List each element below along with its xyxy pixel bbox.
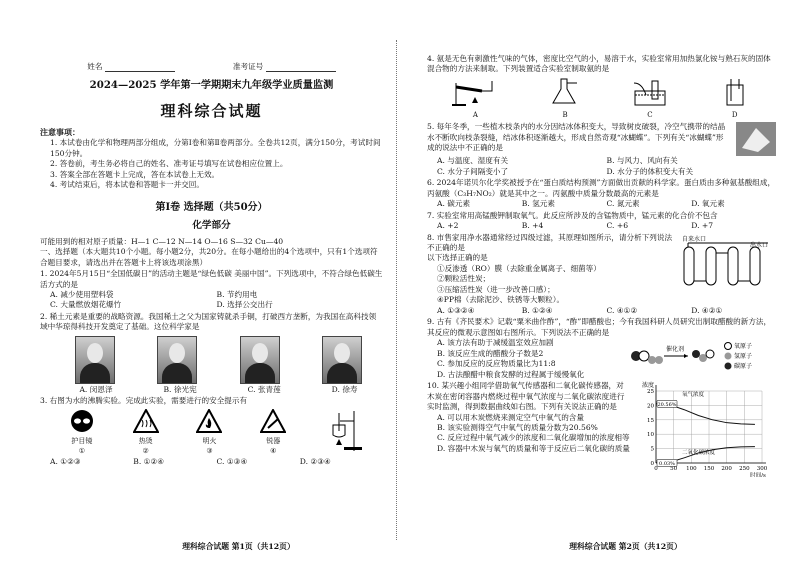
- safety-sign: [69, 409, 95, 456]
- q5-option-b: B. 与风力、风向有关: [606, 156, 678, 166]
- boiling-setup-icon: [324, 409, 364, 453]
- sign-num: ③: [206, 446, 213, 455]
- q10-option-b: B. 该实验测得空气中氧气的质量分数为20.56%: [437, 422, 598, 432]
- q8-option-c: C. ④①②: [606, 305, 638, 315]
- q6-option-d: D. 氧元素: [691, 199, 725, 209]
- catalyst-label: 催化剂: [666, 346, 685, 354]
- x-tick-label: 100: [686, 466, 697, 473]
- q7-option-b: B. +4: [521, 221, 544, 231]
- q8-stem2: 以下选择正确的是: [427, 253, 488, 263]
- exam-title: 2024—2025 学年第一学期期末九年级学业质量监测: [89, 79, 334, 92]
- q7-option-a: A. +2: [437, 221, 459, 231]
- q7-option-c: C. +6: [606, 221, 629, 231]
- q2-option-a: A. 闵恩泽: [79, 384, 113, 394]
- q3-option-b: B. ①②④: [133, 457, 165, 467]
- question-9: [427, 317, 776, 380]
- q1-option-b: B. 节约用电: [216, 289, 258, 299]
- subject-title: 理科综合试题: [160, 101, 263, 120]
- y-tick-label: 15: [647, 417, 654, 424]
- hot-surface-icon: [133, 409, 159, 433]
- q9-option-a: A. 该方法有助于减缓温室效应加剧: [437, 338, 554, 348]
- q8-option-b: B. ①②④: [521, 305, 553, 315]
- question-8: [427, 233, 776, 306]
- series-name-label: 二氧化碳浓度: [682, 450, 716, 457]
- legend-label: 氢原子: [734, 353, 753, 361]
- heating-tube-icon: [452, 77, 498, 107]
- q5-stem: 5. 每年冬季，一些植木枝条内的水分因结冰体积变大，导致树皮破裂，冷空气携带的结晶水不断吹向枝条裂缝，结冰体积逐渐越大，形成自然奇观“冰蝴蝶”。下列有关“冰蝴蝶”形成的说法中不正确的是: [427, 122, 726, 153]
- q2-option-b: B. 徐光宪: [163, 384, 197, 394]
- exam-no-label: 准考证号: [232, 62, 264, 71]
- q8-item: ②颗粒活性炭；: [437, 274, 491, 284]
- legend-label: 碳原子: [734, 363, 753, 371]
- x-tick-label: 250: [739, 466, 750, 473]
- sign-label: 护目镜: [71, 437, 93, 446]
- series-name-label: 氧气浓度: [682, 391, 705, 398]
- question-10: [427, 381, 776, 480]
- q7-option-d: D. +7: [691, 221, 714, 231]
- part1-title: 第Ⅰ卷 选择题（共50分）: [155, 201, 268, 213]
- sign-label: 明火: [202, 437, 217, 446]
- apparatus-c: [632, 77, 668, 120]
- q8-item: ③压缩活性炭（进一步改善口感）；: [437, 284, 555, 294]
- q1-option-c: C. 大量燃放烟花爆竹: [50, 300, 122, 310]
- q8-option-a: A. ①③②④: [437, 305, 475, 315]
- left-footer: 理科综合试题 第1页（共12页）: [182, 542, 295, 552]
- q8-option-d: D. ④②①: [691, 305, 723, 315]
- right-footer: 理科综合试题 第2页（共12页）: [569, 542, 682, 552]
- note-item: 3. 答案全部在答题卡上完成，答在本试卷上无效。: [50, 169, 220, 179]
- x-tick-label: 300: [756, 466, 768, 473]
- q2-option-c: C. 张青莲: [247, 384, 281, 394]
- q3-option-a: A. ①②③: [50, 457, 81, 467]
- sign-label: 锐器: [266, 437, 281, 446]
- q1-option-a: A. 减少使用塑料袋: [50, 289, 114, 299]
- y-axis-label: 浓度: [642, 382, 655, 390]
- q9-option-b: B. 该反应生成的醋酸分子数是2: [437, 348, 544, 358]
- apparatus-label: A: [472, 110, 478, 119]
- note-item: 2. 答卷前，考生务必将自己的姓名、准考证号填写在试卷相应位置上。: [50, 159, 288, 169]
- chem-title: 化学部分: [192, 220, 231, 232]
- y-tick-label: 5: [650, 446, 654, 453]
- note-item: 4. 考试结束后，将本试卷和答题卡一并交回。: [50, 180, 204, 190]
- question-5: [427, 122, 776, 156]
- start-value-label: 0.03%: [659, 461, 675, 468]
- safety-sign: [133, 409, 159, 456]
- q4-stem: 4. 氨是无色有刺激性气味的气体，密度比空气的小，易溶于水，实验室常用加热氯化铵与熟石灰的固体混合物的方法来制取。下列装置适合实验室制取氨的是: [427, 54, 771, 74]
- legend-label: 氧原子: [734, 343, 753, 351]
- atomic-masses: 可能用到的相对原子质量：H—1 C—12 N—14 O—16 S—32 Cu—40: [40, 236, 284, 246]
- filter-inlet-label: 自来水口: [682, 235, 707, 243]
- name-field[interactable]: [87, 62, 175, 72]
- note-item: 1. 本试卷由化学和物理两部分组成，分第Ⅰ卷和第Ⅱ卷两部分。全卷共12页，满分150分，考试时间150分钟。: [50, 138, 381, 158]
- apparatus-a: [452, 77, 498, 120]
- exam-no-field[interactable]: [233, 62, 336, 72]
- safety-sign: [196, 409, 222, 456]
- q2-stem: 2. 稀土元素是重要的战略资源。我国稀土之父为国家铸就杀手铜，打破西方垄断，为我国在高科技领域中华琼得科技开发奠定了基础。这位科学家是: [40, 311, 377, 332]
- y-tick-label: 20: [647, 403, 654, 410]
- question-7: [427, 211, 776, 232]
- q6-option-b: B. 氢元素: [521, 199, 555, 209]
- question-3: [40, 396, 383, 468]
- x-tick-label: 50: [670, 466, 678, 473]
- sign-label: 热烫: [138, 437, 153, 446]
- q3-stem: 3. 右图为水的沸腾实验。完成此实验，需要进行的安全提示有: [40, 396, 248, 406]
- safety-sign: [260, 409, 286, 456]
- q3-option-c: C. ①③④: [216, 457, 248, 467]
- question-1: [40, 269, 383, 311]
- q1-stem: 1. 2024年5月15日“全国低碳日”的活动主题是“绿色低碳 美丽中国”。下列选项中，不符合绿色低碳生活方式的是: [40, 269, 383, 289]
- q5-option-d: D. 水分子的体积变大有关: [606, 166, 694, 176]
- q10-option-d: D. 容器中木炭与氧气的质量和等于反应后二氧化碳的质量: [437, 443, 630, 453]
- y-tick-label: 10: [647, 432, 654, 439]
- q5-options: [427, 156, 776, 177]
- sharp-object-icon: [260, 409, 286, 433]
- y-tick-label: 25: [647, 389, 654, 396]
- x-tick-label: 200: [721, 466, 732, 473]
- filter-outlet-label: 出水口: [750, 241, 769, 249]
- q5-option-c: C. 水分子间隔变小了: [437, 166, 509, 176]
- q9-stem: 9. 古有《齐民要术》记载“粟米曲作酢”，“酢”即醋酸也；今有我国科研人员研究出制取醋酸的新方法，其反应的微观示意图如右图所示。下列说法不正确的是: [427, 317, 772, 337]
- q8-stem: 8. 市售家用净水器通常经过四级过滤，其原理如图所示，请分析下列说法不正确的是: [427, 232, 673, 252]
- q10-option-c: C. 反应过程中氧气减少的浓度和二氧化碳增加的浓度相等: [437, 433, 630, 443]
- portrait-image: [157, 336, 197, 384]
- goggles-icon: [69, 409, 95, 433]
- q6-option-c: C. 氮元素: [606, 199, 640, 209]
- name-label: 姓名: [87, 62, 103, 71]
- y-tick-label: 0: [650, 461, 654, 468]
- q8-item: ①反渗透（RO）膜（去除重金属离子、细菌等）: [437, 263, 601, 273]
- x-axis-label: 时间/s: [750, 473, 766, 478]
- apparatus-label: C: [647, 110, 653, 119]
- q5-option-a: A. 与温度、湿度有关: [437, 156, 509, 166]
- q10-stem: 10. 某兴趣小组同学借助氧气传感器和二氧化碳传感器，对木炭在密闭容器内燃烧过程中氧气浓度与二氧化碳浓度进行实时监测，得到数据曲线如右图。下列有关说法正确的是: [427, 381, 625, 412]
- sign-num: ①: [78, 446, 86, 455]
- water-trough-icon: [632, 77, 668, 107]
- ice-butterfly-photo: [736, 122, 776, 156]
- start-value-label: 20.56%: [657, 401, 677, 408]
- apparatus-d: [719, 77, 751, 120]
- q9-option-c: C. 参加反应的反应物质量比为11:8: [437, 359, 556, 369]
- question-2: [40, 312, 383, 395]
- question-4: [427, 54, 776, 120]
- x-tick-label: 0: [654, 466, 658, 473]
- water-filter-diagram: [680, 233, 776, 289]
- reaction-diagram: [626, 338, 776, 374]
- question-6: [427, 178, 776, 209]
- q8-options: [427, 306, 776, 316]
- q2-option-d: D. 徐寿: [331, 384, 358, 394]
- portrait-image: [75, 336, 115, 384]
- q10-option-a: A. 可以用木炭燃烧来测定空气中氧气的含量: [437, 412, 584, 422]
- flame-icon: [196, 409, 222, 433]
- apparatus-label: B: [562, 110, 568, 119]
- q1-option-d: D. 选择公交出行: [216, 300, 273, 310]
- student-info: [40, 62, 383, 72]
- q9-option-d: D. 古法酿醋中粮食发酵的过程属于缓慢氧化: [437, 369, 585, 379]
- notes: [40, 127, 383, 190]
- boiling-apparatus: [324, 409, 364, 457]
- notes-head: 注意事项：: [40, 127, 80, 138]
- x-tick-label: 150: [703, 466, 715, 473]
- q8-item: ④PP棉（去除泥沙、铁锈等大颗粒）。: [437, 295, 565, 305]
- gas-bottle-icon: [719, 77, 751, 107]
- apparatus-label: D: [731, 110, 738, 119]
- chart-svg: [636, 381, 776, 477]
- sign-num: ②: [142, 446, 149, 455]
- concentration-chart: [636, 381, 776, 480]
- right-page: [397, 0, 794, 561]
- portrait-image: [322, 336, 362, 384]
- q3-option-d: D. ②③④: [299, 457, 331, 467]
- apparatus-b: [549, 77, 581, 120]
- q6-stem: 6. 2024年诺贝尔化学奖被授予在“蛋白质结构预测”方面做出贡献的科学家。蛋白质由多种氨基酸组成，丙氨酸（C₃H₇NO₂）就是其中之一。丙氨酸中质量分数最高的元素是: [427, 178, 776, 198]
- flask-icon: [549, 77, 581, 107]
- sign-num: ④: [270, 446, 277, 455]
- q7-stem: 7. 实验室常用高锰酸钾制取氧气。此反应所涉及的含锰物质中，锰元素的化合价不包含: [427, 210, 718, 220]
- q6-option-a: A. 碳元素: [437, 199, 471, 209]
- section1-instructions: 一、选择题（本大题共10个小题。每小题2分，共20分。在每小题给出的4个选项中，只有1个选项符合题目要求，请选出并在答题卡上将该选项涂黑）: [40, 247, 378, 267]
- portrait-image: [240, 336, 280, 384]
